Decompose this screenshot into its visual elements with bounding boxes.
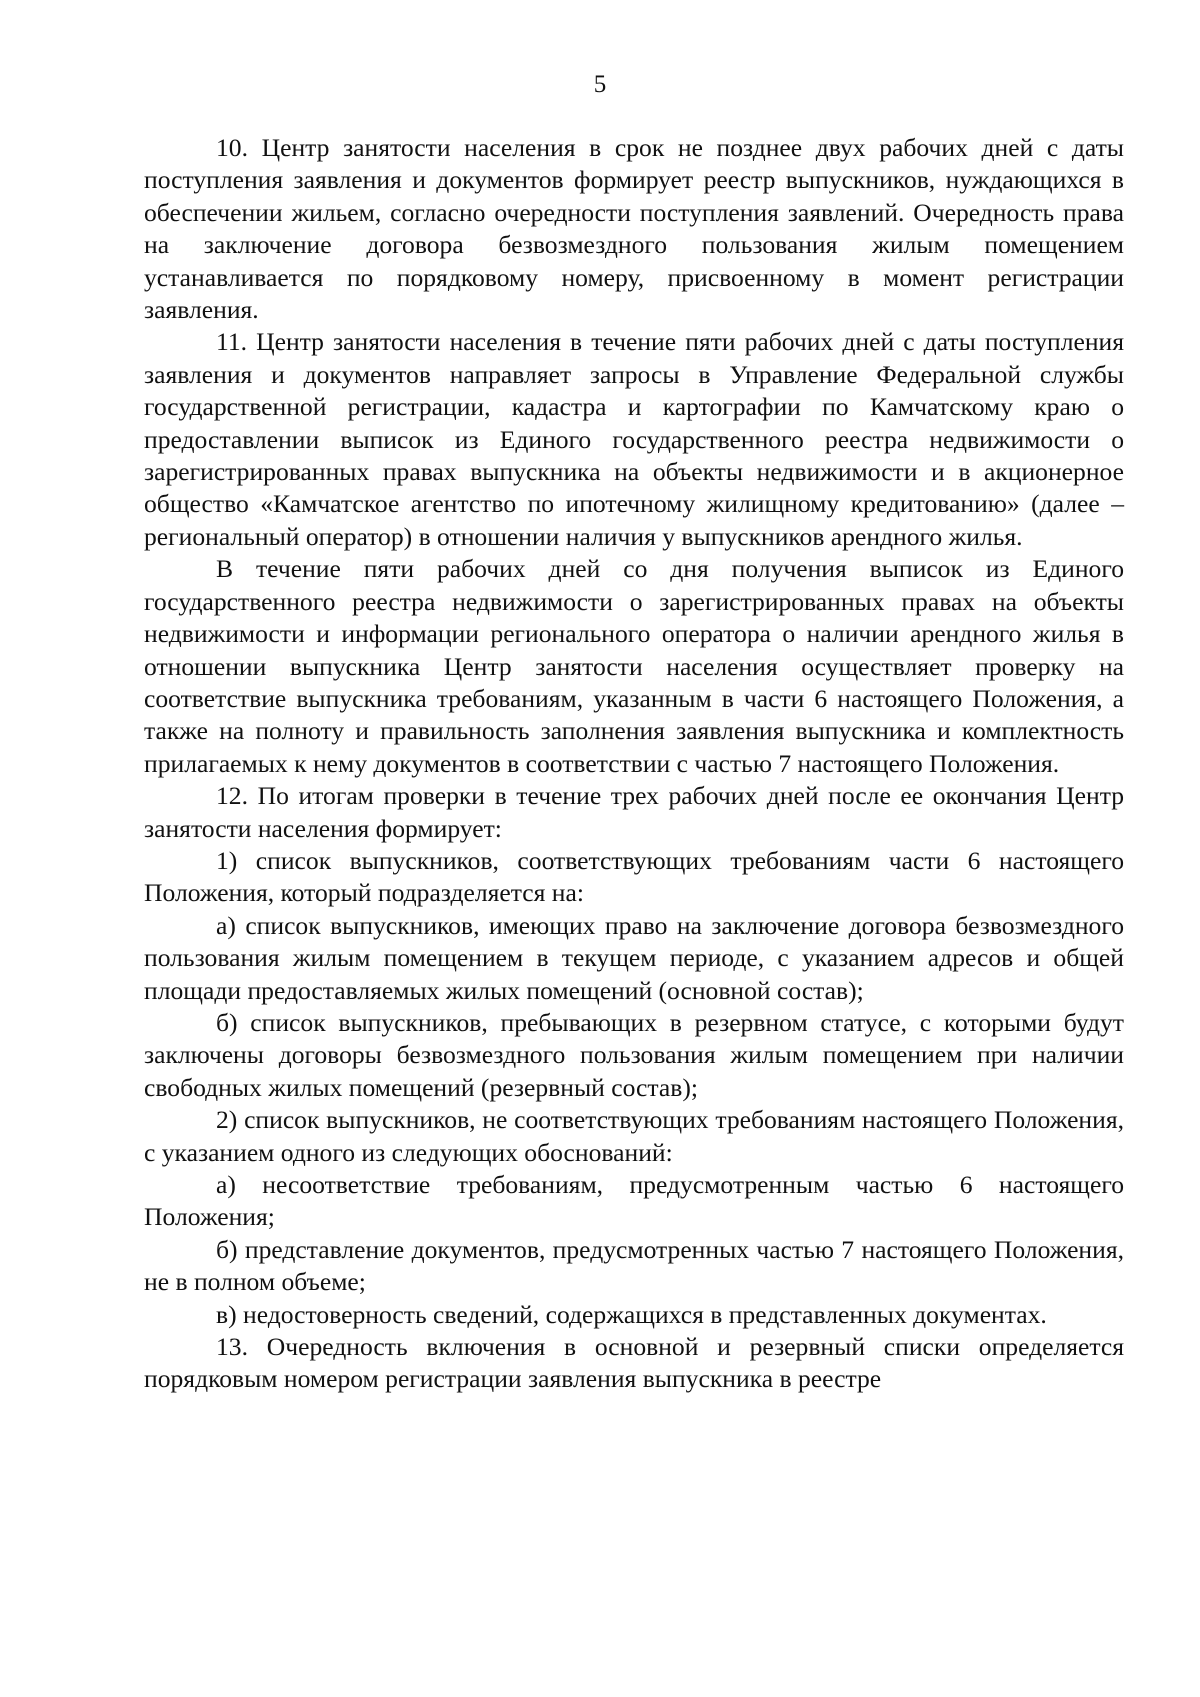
- list-item-1a: а) список выпускников, имеющих право на заключение договора безвозмездного пользования жилым помещением в текущем периоде, с указанием адресов и общей площади предоставляемых жилых помещений (основной состав);: [144, 910, 1124, 1005]
- paragraph-10: 10. Центр занятости населения в срок не позднее двух рабочих дней с даты поступления заявления и документов формирует реестр выпускников, нуждающихся в обеспечении жильем, согласно очередности поступления заявлений. Очередность права на заключение договора безвозмездного пользования жилым помещением устанавливается по порядковому номеру, присвоенному в момент регистрации заявления.: [144, 133, 1124, 325]
- paragraph-13: 13. Очередность включения в основной и резервный списки определяется порядковым номером регистрации заявления выпускника в реестре: [144, 1332, 1124, 1394]
- list-item-1b: б) список выпускников, пребывающих в резервном статусе, с которыми будут заключены договоры безвозмездного пользования жилым помещением при наличии свободных жилых помещений (резервный состав);: [144, 1007, 1124, 1102]
- list-item-2: 2) список выпускников, не соответствующих требованиям настоящего Положения, с указанием одного из следующих обоснований:: [144, 1105, 1124, 1167]
- list-item-1: 1) список выпускников, соответствующих требованиям части 6 настоящего Положения, который подразделяется на:: [144, 845, 1124, 908]
- page-number: 5: [593, 71, 607, 98]
- paragraph-11-continued: В течение пяти рабочих дней со дня получения выписок из Единого государственного реестра недвижимости о зарегистрированных правах на объекты недвижимости и информации регионального оператора о наличии арендного жилья в отношении выпускника Центр занятости населения осуществляет проверку на соответствие выпускника требованиям, указанным в части 6 настоящего Положения, а также на полноту и правильность заполнения заявления выпускника и комплектность прилагаемых к нему документов в соответствии с частью 7 настоящего Положения.: [144, 554, 1124, 778]
- document-body: [144, 132, 1124, 1396]
- list-item-2v: в) недостоверность сведений, содержащихся в представленных документах.: [216, 1299, 1047, 1329]
- paragraph-11: 11. Центр занятости населения в течение пяти рабочих дней с даты поступления заявления и документов направляет запросы в Управление Федеральной службы государственной регистрации, кадастра и картографии по Камчатскому краю о предоставлении выписок из Единого государственного реестра недвижимости о зарегистрированных правах выпускника на объекты недвижимости и в акционерное общество «Камчатское агентство по ипотечному жилищному кредитованию» (далее – региональный оператор) в отношении наличия у выпускников арендного жилья.: [144, 327, 1124, 551]
- list-item-2b: б) представление документов, предусмотренных частью 7 настоящего Положения, не в полном объеме;: [144, 1234, 1124, 1297]
- paragraph-12: 12. По итогам проверки в течение трех рабочих дней после ее окончания Центр занятости населения формирует:: [144, 781, 1124, 843]
- list-item-2a: а) несоответствие требованиям, предусмотренным частью 6 настоящего Положения;: [144, 1170, 1124, 1232]
